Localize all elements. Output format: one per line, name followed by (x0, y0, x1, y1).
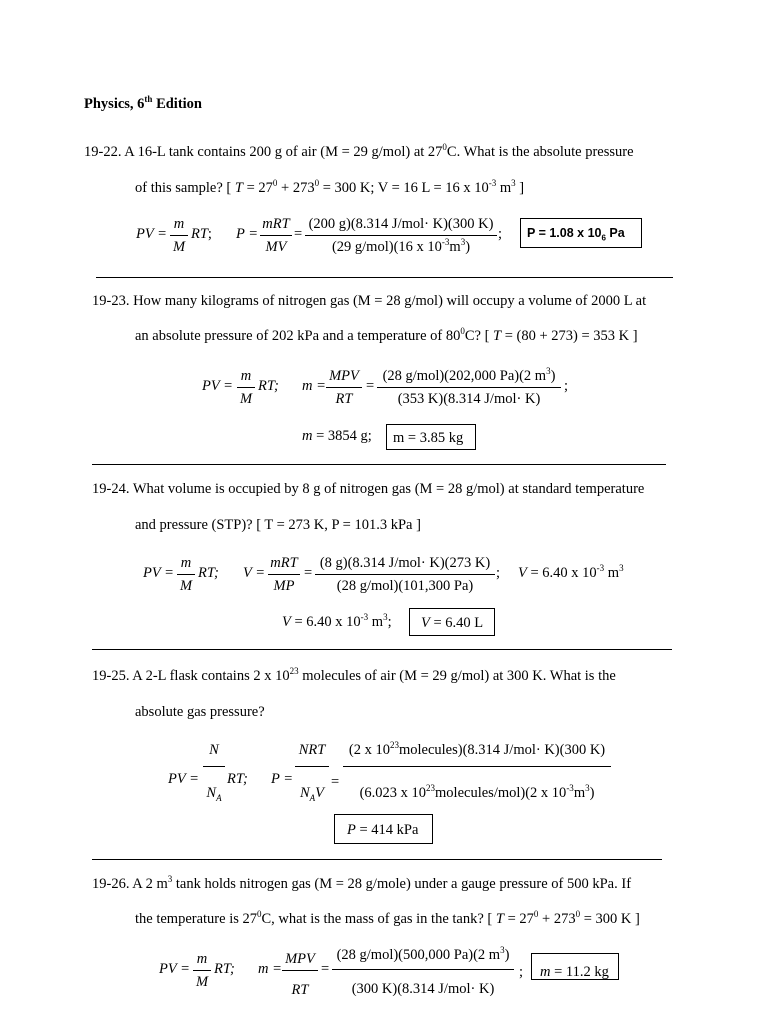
problem-given: absolute gas pressure? (135, 704, 265, 720)
equation-lhs: m = (302, 378, 326, 394)
semicolon: ; (564, 378, 569, 394)
equals: = (366, 378, 375, 394)
equation-lhs: PV = (136, 226, 167, 242)
answer-box: P = 1.08 x $10_6$ Pa (520, 218, 642, 248)
equation-lhs: PV = (168, 771, 199, 787)
equation-term: RT; (214, 961, 235, 977)
semicolon: ; (496, 565, 501, 581)
fraction: $\frac{m}{M}$ (237, 369, 255, 406)
equation-lhs: PV = (202, 378, 233, 394)
problem-statement: 19-25. A 2-L flask contains 2 x $10^{23}$ molecules of air (M = 29 g/mol) at 300 K. What is the (92, 666, 616, 684)
equation-lhs: V = (243, 565, 266, 581)
problem-given: and pressure (STP)? [ T = 273 K, P = 101.3 kPa ] (135, 517, 421, 533)
fraction: $\frac{N}{N_A}$ (203, 743, 225, 800)
page-title: Physics, 6th Edition (84, 94, 202, 112)
problem-statement: 19-26. A 2 $m^3$ tank holds nitrogen gas (M = 28 g/mole) under a gauge pressure of 500 kPa. If (92, 874, 632, 892)
fraction: (8 g)(8.314 J/mol· K)(273 K) (28 g/mol)(101,300 Pa) (315, 556, 495, 593)
fraction: MPV RT (326, 369, 362, 406)
problem-statement: 19-24. What volume is occupied by 8 g of nitrogen gas (M = 28 g/mol) at standard temperature (92, 481, 645, 497)
problem-given: an absolute pressure of 202 kPa and a temperature of $80^0C$? [ T = (80 + 273) = 353 K ] (135, 326, 638, 344)
equation-lhs: m = (258, 961, 282, 977)
intermediate-result: V = 6.40 x $10^{-3}$ $m^3$; (282, 612, 392, 630)
equation-lhs: P = (236, 226, 259, 242)
fraction: mRT MP (268, 556, 300, 593)
equals: = (321, 961, 330, 977)
equation-term: RT; (198, 565, 219, 581)
problem-given: of this sample? [ $T = 27^0 + 273^0 = 300$ K; V = 16 L = 16 x $10^{-3}$ $m^3$ ] (135, 178, 525, 196)
problem-statement: 19-23. How many kilograms of nitrogen gas (M = 28 g/mol) will occupy a volume of 2000 L at (92, 293, 647, 309)
equation-lhs: P = (271, 771, 294, 787)
semicolon: ; (498, 226, 503, 242)
fraction: $\frac{m}{M}$ (170, 217, 188, 254)
equation-term: RT; (191, 226, 212, 242)
equation-lhs: PV = (143, 565, 174, 581)
fraction: NRT $N_AV$ (295, 743, 329, 800)
intermediate-result: m = 3854 g; (302, 428, 372, 444)
fraction: (28 g/mol)(202,000 Pa)(2 $m^3$) (353 K)(8.314 J/mol· K) (377, 369, 561, 406)
equation-term: RT; (258, 378, 279, 394)
divider (92, 464, 666, 465)
divider (96, 277, 673, 278)
fraction: $\frac{m}{M}$ (193, 952, 211, 989)
answer-box: P = 414 kPa (334, 814, 433, 844)
problem-given: the temperature is $27^0C$, what is the mass of gas in the tank? [ $T = 27^0 + 273^0 = 300$ K ] (135, 909, 640, 927)
fraction: (200 g)(8.314 J/mol· K)(300 K) (29 g/mol)(16 x $10^{-3}m^3$) (305, 217, 497, 254)
fraction: (28 g/mol)(500,000 Pa)(2 $m^3$) (300 K)(8.314 J/mol· K) (332, 948, 514, 996)
fraction: MPV RT (282, 952, 318, 997)
equation-lhs: PV = (159, 961, 190, 977)
equation-term: RT; (227, 771, 248, 787)
problem-statement: 19-22. A 16-L tank contains 200 g of air (M = 29 g/mol) at $27^0C$. What is the absolute pressure (84, 142, 634, 160)
equals: = (304, 565, 313, 581)
fraction: $\frac{m}{M}$ (177, 556, 195, 593)
fraction: (2 x $10^{23}molecules)(8.314$ J/mol· K)(300 K) (6.023 x $10^{23}molecules/mol)(2$ x $10^{-3}m^3$) (343, 743, 611, 800)
answer-box: V = 6.40 L (409, 608, 495, 636)
equals: = (294, 226, 303, 242)
fraction: mRT MV (260, 217, 292, 254)
divider (92, 649, 672, 650)
divider (92, 859, 662, 860)
answer-box: m = 11.2 kg (531, 953, 619, 980)
semicolon: ; (519, 964, 524, 980)
intermediate-result: V = 6.40 x $10^{-3}$ $m^3$ (518, 563, 624, 581)
answer-box: m = 3.85 kg (386, 424, 476, 450)
equals: = (331, 774, 340, 790)
